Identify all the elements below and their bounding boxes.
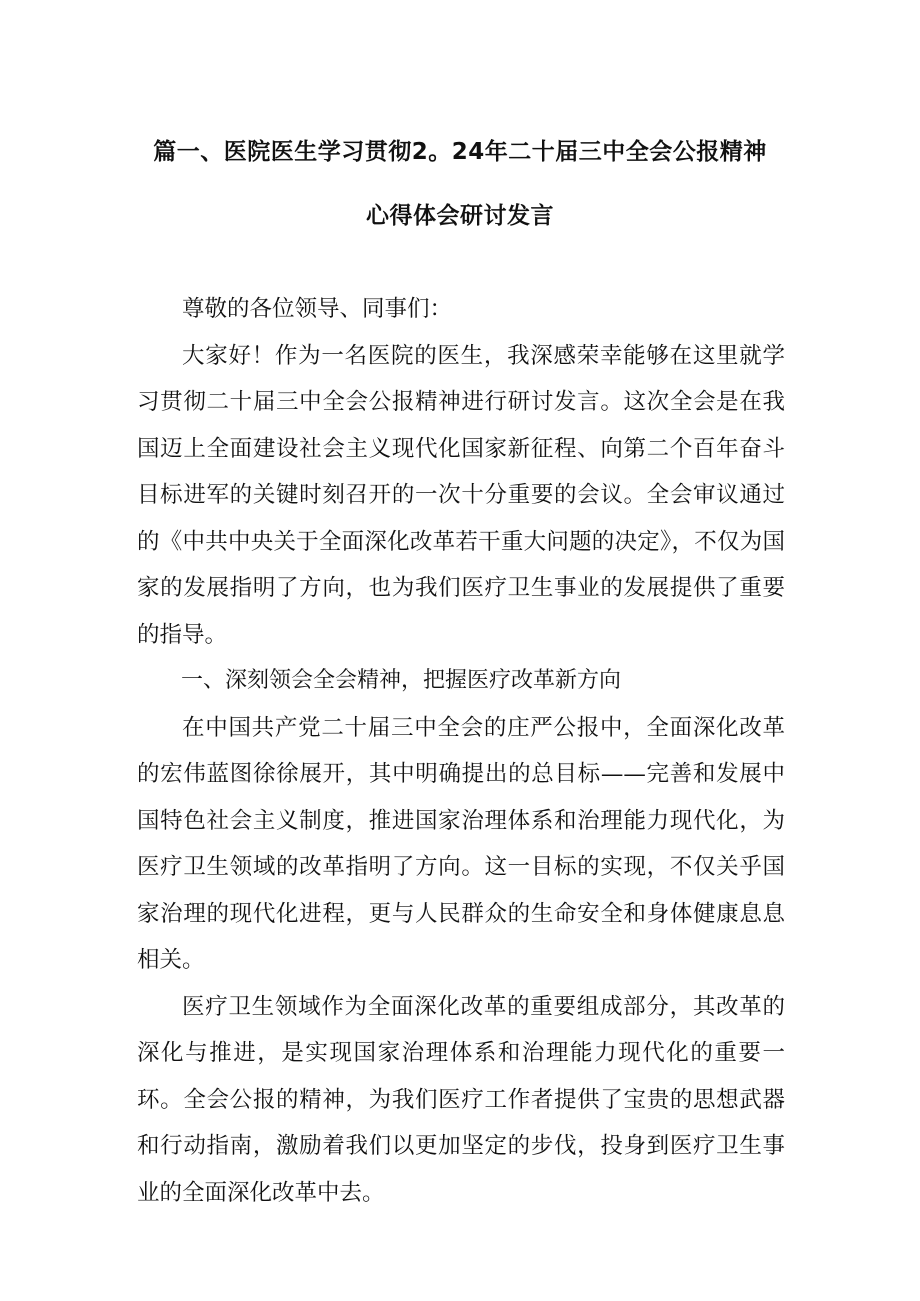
- section1-paragraph-2: 医疗卫生领域作为全面深化改革的重要组成部分，其改革的深化与推进，是实现国家治理体系和治理能力现代化的重要一环。全会公报的精神，为我们医疗工作者提供了宝贵的思想武器和行动指南，激励着我们以更加坚定的步伐，投身到医疗卫生事业的全面深化改革中去。: [137, 993, 785, 1206]
- section1-paragraph-1: 在中国共产党二十届三中全会的庄严公报中，全面深化改革的宏伟蓝图徐徐展开，其中明确提出的总目标——完善和发展中国特色社会主义制度，推进国家治理体系和治理能力现代化，为医疗卫生领域的改革指明了方向。这一目标的实现，不仅关乎国家治理的现代化进程，更与人民群众的生命安全和身体健康息息相关。: [137, 714, 785, 973]
- section-heading-1: 一、深刻领会全会精神，把握医疗改革新方向: [181, 668, 622, 693]
- document-body: [137, 286, 785, 1216]
- document-title-line1: 篇一、医院医生学习贯彻2。24年二十届三中全会公报精神: [153, 139, 767, 165]
- intro-paragraph: 大家好！作为一名医院的医生，我深感荣幸能够在这里就学习贯彻二十届三中全会公报精神进行研讨发言。这次全会是在我国迈上全面建设社会主义现代化国家新征程、向第二个百年奋斗目标进军的关键时刻召开的一次十分重要的会议。全会审议通过的《中共中央关于全面深化改革若干重大问题的决定》，不仅为国家的发展指明了方向，也为我们医疗卫生事业的发展提供了重要的指导。: [137, 342, 785, 648]
- salutation: 尊敬的各位领导、同事们：: [182, 296, 453, 322]
- document-title-line2: 心得体会研讨发言: [366, 203, 554, 229]
